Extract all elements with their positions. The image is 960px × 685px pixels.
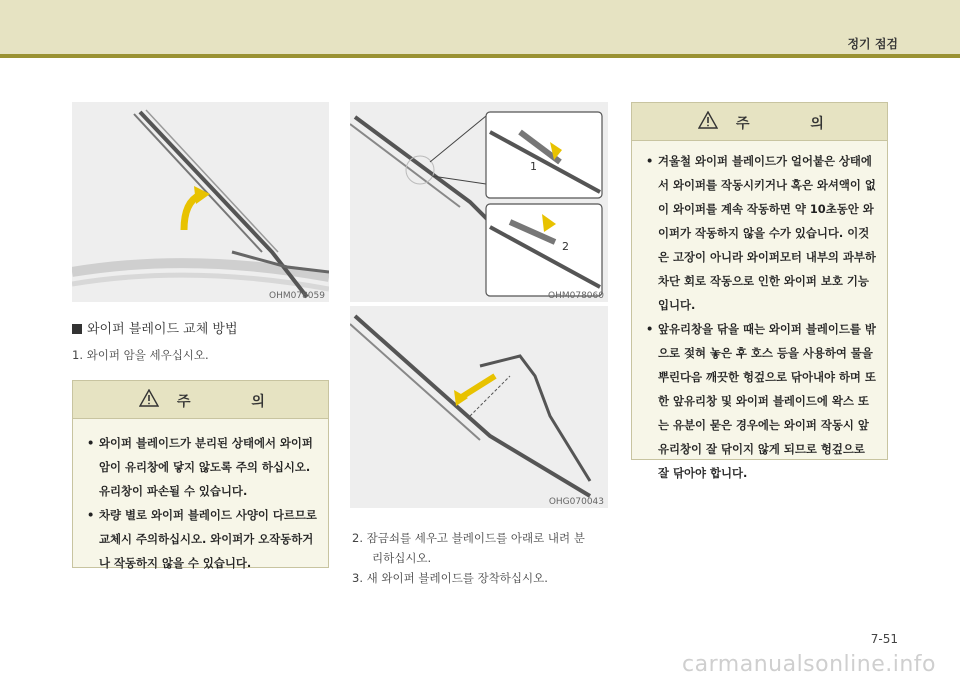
section-heading-text: 와이퍼 블레이드 교체 방법 <box>87 322 238 337</box>
blade-removal-illustration <box>350 306 608 508</box>
figure-blade-removal <box>350 306 608 508</box>
step-1: 1. 와이퍼 암을 세우십시오. <box>72 348 209 362</box>
page-header <box>0 0 960 54</box>
step-2 <box>352 528 585 568</box>
callout-label-1: 1 <box>530 160 537 173</box>
caution-item: • 앞유리창을 닦을 때는 와이퍼 블레이드를 밖으로 젖혀 놓은 후 호스 등을 사용하여 물을 뿌린다음 깨끗한 헝겊으로 닦아내야 하며 또한 앞유리창 및 와이퍼 블레이드에 왁스 또는 유분이 묻은 경우에는 와이퍼 작동시 앞유리창이 잘 닦이지 않게 되므로 헝겊으로 잘 닦아야 합니다. <box>646 317 879 485</box>
figure-wiper-arm-raise <box>72 102 329 302</box>
figure-code: OHG070043 <box>548 497 604 507</box>
wiper-arm-illustration <box>72 102 329 302</box>
caution-box-left <box>72 380 329 568</box>
step-2-line-2: 리하십시오. <box>372 551 432 565</box>
caution-item: • 차량 별로 와이퍼 블레이드 사양이 다르므로 교체시 주의하십시오. 와이퍼가 오작동하거나 작동하지 않을 수 있습니다. <box>87 503 320 575</box>
caution-item: • 겨울철 와이퍼 블레이드가 얼어붙은 상태에서 와이퍼를 작동시키거나 혹은 와셔액이 없이 와이퍼를 계속 작동하면 약 10초동안 와이퍼가 작동하지 않을 수가 있습니다. 이것은 고장이 아니라 와이퍼모터 내부의 과부하 차단 회로 작동으로 인한 와이퍼 보호 기능입니다. <box>646 149 879 317</box>
step-3: 3. 새 와이퍼 블레이드를 장착하십시오. <box>352 571 548 585</box>
section-heading <box>72 318 238 337</box>
caution-header <box>632 103 887 141</box>
caution-title: 주 의 <box>736 116 852 132</box>
warning-triangle-icon <box>139 389 159 407</box>
figure-clip-release <box>350 102 608 302</box>
caution-body <box>87 431 320 575</box>
caution-header <box>73 381 328 419</box>
page-number: 7-51 <box>870 632 898 646</box>
heading-square-icon <box>72 324 82 334</box>
caution-title: 주 의 <box>177 394 293 410</box>
header-title: 정기 점검 <box>847 37 898 51</box>
clip-release-illustration <box>350 102 608 302</box>
figure-code: OHM078059 <box>269 291 325 301</box>
figure-code: OHM078060 <box>548 291 604 301</box>
caution-box-right <box>631 102 888 480</box>
step-2-line-1: 2. 잠금쇠를 세우고 블레이드를 아래로 내려 분 <box>352 531 585 545</box>
header-divider <box>0 54 960 58</box>
warning-triangle-icon <box>698 111 718 129</box>
callout-label-2: 2 <box>562 240 569 253</box>
caution-item: • 와이퍼 블레이드가 분리된 상태에서 와이퍼 암이 유리창에 닿지 않도록 주의 하십시오. 유리창이 파손될 수 있습니다. <box>87 431 320 503</box>
caution-body <box>646 149 879 485</box>
watermark: carmanualsonline.info <box>682 652 936 677</box>
